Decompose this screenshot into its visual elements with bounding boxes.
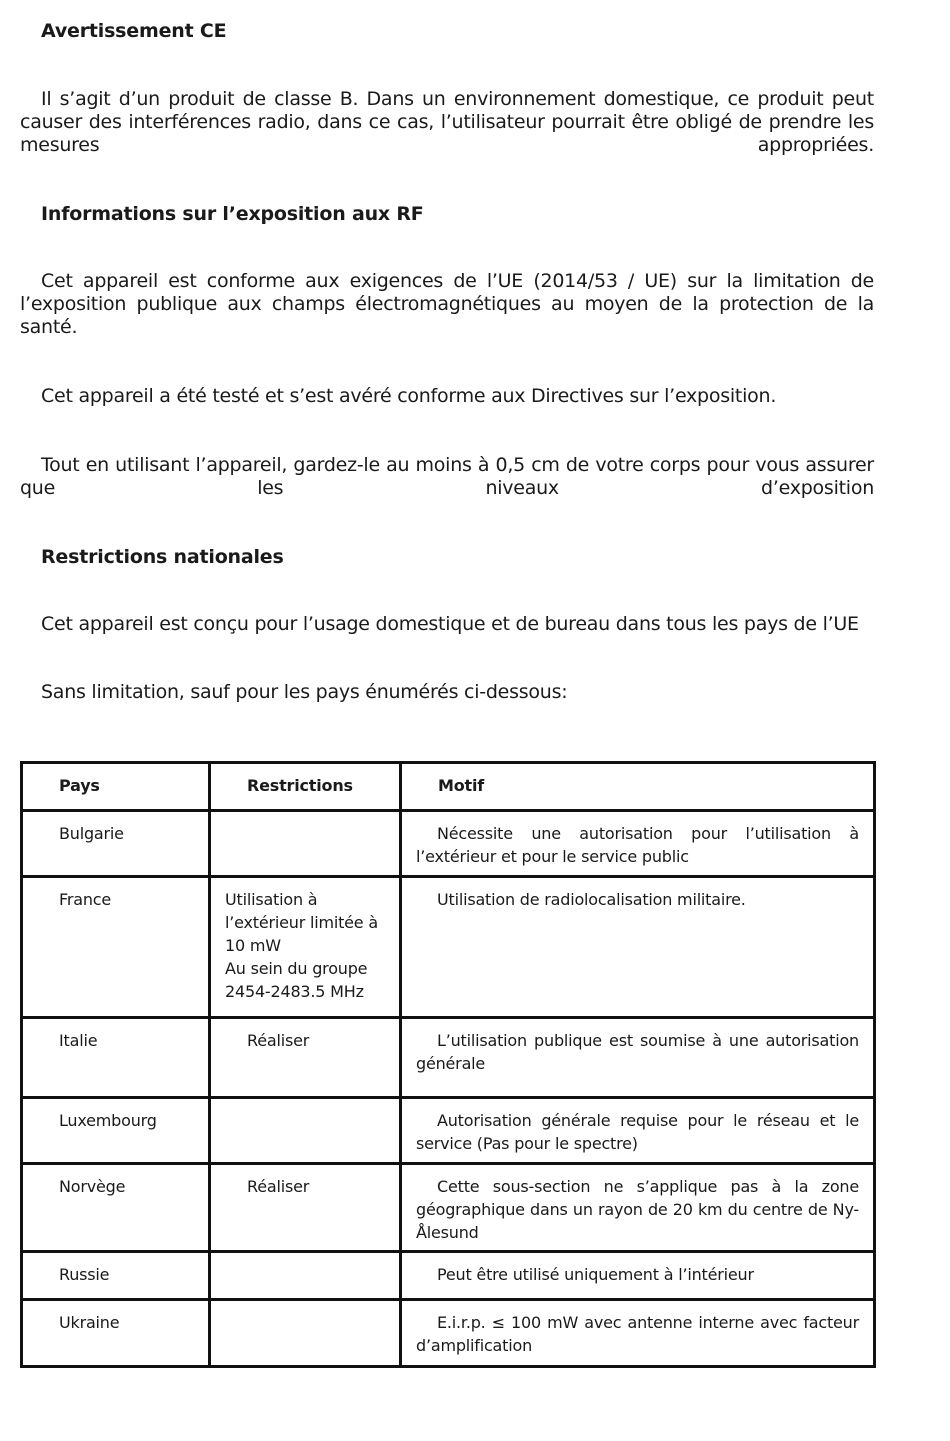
table-row bbox=[22, 811, 875, 877]
cell-restrictions bbox=[210, 1300, 401, 1367]
table-row bbox=[22, 877, 875, 1018]
table-row bbox=[22, 1164, 875, 1252]
cell-motif: L’utilisation publique est soumise à une autorisation générale bbox=[401, 1018, 875, 1098]
restrictions-table bbox=[20, 761, 876, 1368]
restriction-line: 10 mW bbox=[225, 936, 281, 955]
cell-motif: Nécessite une autorisation pour l’utilisation à l’extérieur et pour le service public bbox=[401, 811, 875, 877]
restriction-text: Réaliser bbox=[247, 1031, 310, 1050]
header-pays: Pays bbox=[22, 763, 210, 811]
cell-motif: Autorisation générale requise pour le réseau et le service (Pas pour le spectre) bbox=[401, 1098, 875, 1164]
header-restrictions: Restrictions bbox=[210, 763, 401, 811]
header-motif: Motif bbox=[401, 763, 875, 811]
national-restrictions-heading: Restrictions nationales bbox=[41, 546, 284, 568]
cell-restrictions bbox=[210, 1252, 401, 1300]
cell-pays: Russie bbox=[22, 1252, 210, 1300]
table-row bbox=[22, 1252, 875, 1300]
restriction-line: l’extérieur limitée à bbox=[225, 913, 378, 932]
national-paragraph-1: Cet appareil est conçu pour l’usage domestique et de bureau dans tous les pays de l’UE bbox=[41, 613, 859, 635]
table-row bbox=[22, 1098, 875, 1164]
restriction-text: Réaliser bbox=[247, 1177, 310, 1196]
cell-restrictions bbox=[210, 1098, 401, 1164]
cell-restrictions bbox=[210, 1018, 401, 1098]
rf-paragraph-1: Cet appareil est conforme aux exigences de l’UE (2014/53 / UE) sur la limitation de l’exposition publique aux champs électromagnétiques au moyen de la protection de la santé. bbox=[20, 270, 874, 338]
cell-motif: Cette sous-section ne s’applique pas à la zone géographique dans un rayon de 20 km du centre de Ny-Ålesund bbox=[401, 1164, 875, 1252]
table-row bbox=[22, 1300, 875, 1367]
cell-restrictions bbox=[210, 811, 401, 877]
cell-motif: E.i.r.p. ≤ 100 mW avec antenne interne avec facteur d’amplification bbox=[401, 1300, 875, 1367]
cell-restrictions bbox=[210, 1164, 401, 1252]
cell-pays: Bulgarie bbox=[22, 811, 210, 877]
cell-pays: Norvège bbox=[22, 1164, 210, 1252]
cell-motif: Peut être utilisé uniquement à l’intérieur bbox=[401, 1252, 875, 1300]
rf-paragraph-2: Cet appareil a été testé et s’est avéré conforme aux Directives sur l’exposition. bbox=[41, 385, 777, 407]
table-header-row bbox=[22, 763, 875, 811]
ce-paragraph: Il s’agit d’un produit de classe B. Dans un environnement domestique, ce produit peut causer des interférences radio, dans ce cas, l’utilisateur pourrait être obligé de prendre les mesures appropriées. bbox=[20, 88, 874, 156]
cell-pays: Italie bbox=[22, 1018, 210, 1098]
national-paragraph-2: Sans limitation, sauf pour les pays énumérés ci-dessous: bbox=[41, 681, 568, 703]
table-row bbox=[22, 1018, 875, 1098]
cell-pays: Luxembourg bbox=[22, 1098, 210, 1164]
cell-pays: France bbox=[22, 877, 210, 1018]
rf-paragraph-3: Tout en utilisant l’appareil, gardez-le au moins à 0,5 cm de votre corps pour vous assurer que les niveaux d’exposition bbox=[20, 454, 874, 499]
cell-motif: Utilisation de radiolocalisation militaire. bbox=[401, 877, 875, 1018]
restriction-line: Au sein du groupe bbox=[225, 959, 368, 978]
ce-heading: Avertissement CE bbox=[41, 20, 227, 42]
restriction-line: Utilisation à bbox=[225, 890, 318, 909]
restriction-line: 2454-2483.5 MHz bbox=[225, 982, 364, 1001]
cell-pays: Ukraine bbox=[22, 1300, 210, 1367]
cell-restrictions bbox=[210, 877, 401, 1018]
rf-heading: Informations sur l’exposition aux RF bbox=[41, 203, 424, 225]
